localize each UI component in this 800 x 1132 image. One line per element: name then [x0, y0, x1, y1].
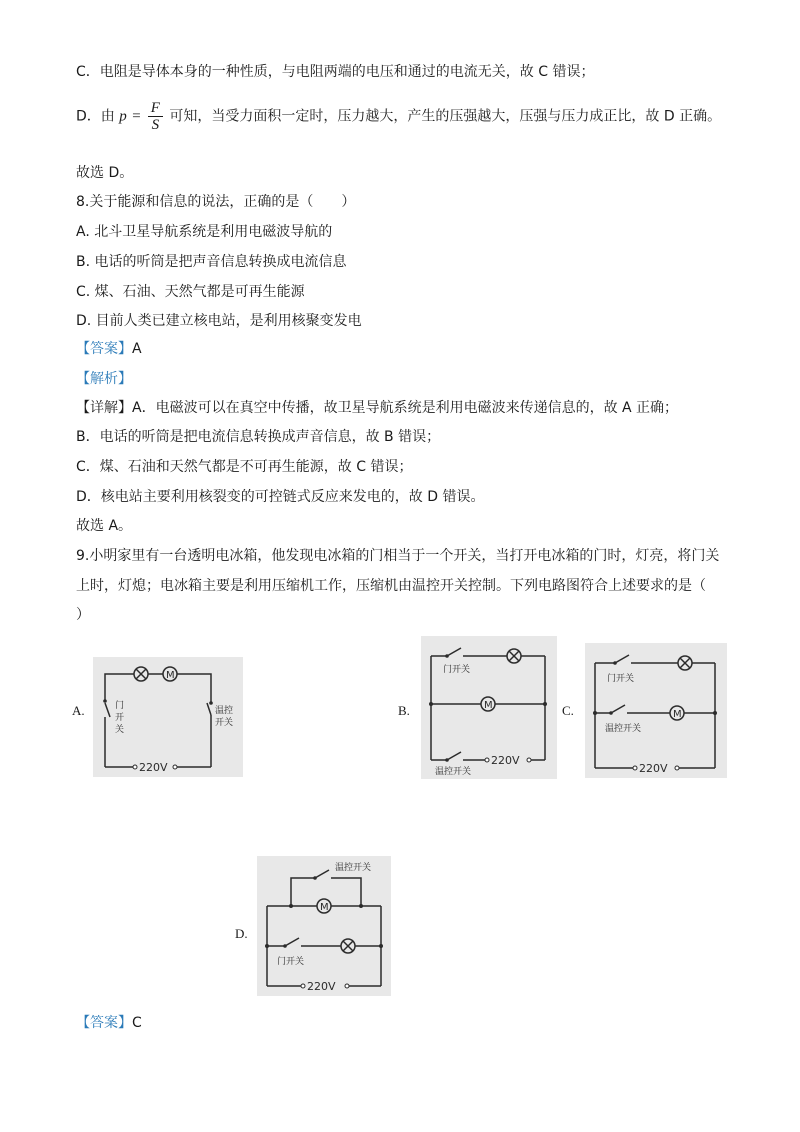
circuit-a-door-char-1: 门 [115, 701, 125, 711]
circuit-a-source-label: 220V [139, 761, 168, 774]
circuit-a-motor-label: M [166, 670, 175, 681]
q9-option-label-a: A. [72, 703, 85, 718]
formula-numerator: F [148, 100, 163, 117]
q9-stem-line-1: 9.小明家里有一台透明电冰箱，他发现电冰箱的门相当于一个开关，当打开电冰箱的门时，灯亮，将门关 [76, 548, 720, 564]
circuit-a-temp-line-1: 温控 [215, 706, 234, 716]
circuit-c-door-label: 门开关 [607, 674, 635, 684]
q9-stem-line-2: 上时，灯熄；电冰箱主要是利用压缩机工作，压缩机由温控开关控制。下列电路图符合上述要求的是（ [76, 578, 706, 594]
q8-option-d: D. 目前人类已建立核电站，是利用核聚变发电 [76, 313, 362, 329]
circuit-diagram-a [93, 657, 243, 777]
circuit-d-source-label: 220V [307, 980, 336, 993]
circuit-d-motor-label: M [320, 902, 329, 913]
q9-option-label-c: C. [562, 703, 574, 718]
circuit-a-door-char-3: 关 [115, 725, 125, 735]
q8-conclusion: 故选 A。 [76, 518, 133, 534]
circuit-c-temp-label: 温控开关 [605, 724, 642, 734]
circuit-b-door-label: 门开关 [443, 665, 471, 675]
q9-option-label-b: B. [398, 703, 410, 718]
circuit-b-motor-label: M [484, 700, 493, 711]
q8-analysis-tag: 【解析】 [76, 371, 132, 387]
q8-option-c: C. 煤、石油、天然气都是可再生能源 [76, 284, 305, 300]
pressure-formula-fraction [148, 100, 163, 133]
formula-lhs: p [119, 108, 127, 125]
circuit-b-temp-label: 温控开关 [435, 767, 472, 777]
circuit-a-temp-line-2: 开关 [215, 718, 234, 728]
prev-option-d-prefix: D．由 [76, 108, 115, 125]
circuit-d-door-label: 门开关 [277, 957, 305, 967]
answer-value: C [132, 1015, 142, 1031]
detail-a-text: A．电磁波可以在真空中传播，故卫星导航系统是利用电磁波来传递信息的，故 A 正确； [132, 400, 679, 416]
q8-option-b: B. 电话的听筒是把声音信息转换成电流信息 [76, 254, 347, 270]
q8-answer [76, 339, 142, 359]
q8-detail-b: B．电话的听筒是把电流信息转换成声音信息，故 B 错误； [76, 429, 441, 445]
q8-stem: 8.关于能源和信息的说法，正确的是（ ） [76, 194, 356, 210]
prev-option-d [76, 100, 721, 133]
answer-tag: 【答案】 [76, 1015, 132, 1031]
formula-denominator: S [151, 117, 160, 133]
circuit-diagram-b [421, 636, 557, 779]
answer-value: A [132, 341, 142, 357]
detail-tag: 【详解】 [76, 400, 132, 416]
formula-eq: = [131, 108, 142, 125]
q9-stem-line-3: ） [76, 607, 90, 623]
q8-detail-a [76, 398, 678, 418]
circuit-a-door-char-2: 开 [115, 713, 125, 723]
q8-detail-d: D．核电站主要利用核裂变的可控链式反应来发电的，故 D 错误。 [76, 489, 485, 505]
circuit-diagram-d [257, 856, 391, 996]
prev-option-d-suffix: 可知，当受力面积一定时，压力越大，产生的压强越大，压强与压力成正比，故 D 正确。 [169, 108, 722, 125]
circuit-b-source-label: 220V [491, 754, 520, 767]
circuit-d-temp-label: 温控开关 [335, 863, 372, 873]
q9-option-label-d: D. [235, 926, 248, 941]
q9-answer [76, 1013, 142, 1033]
answer-tag: 【答案】 [76, 341, 132, 357]
circuit-c-source-label: 220V [639, 762, 668, 775]
circuit-diagram-c [585, 643, 727, 778]
prev-option-c: C．电阻是导体本身的一种性质，与电阻两端的电压和通过的电流无关，故 C 错误； [76, 64, 595, 80]
q8-option-a: A. 北斗卫星导航系统是利用电磁波导航的 [76, 224, 333, 240]
circuit-c-motor-label: M [673, 709, 682, 720]
prev-conclusion: 故选 D。 [76, 165, 134, 181]
q8-detail-c: C．煤、石油和天然气都是不可再生能源，故 C 错误； [76, 459, 413, 475]
